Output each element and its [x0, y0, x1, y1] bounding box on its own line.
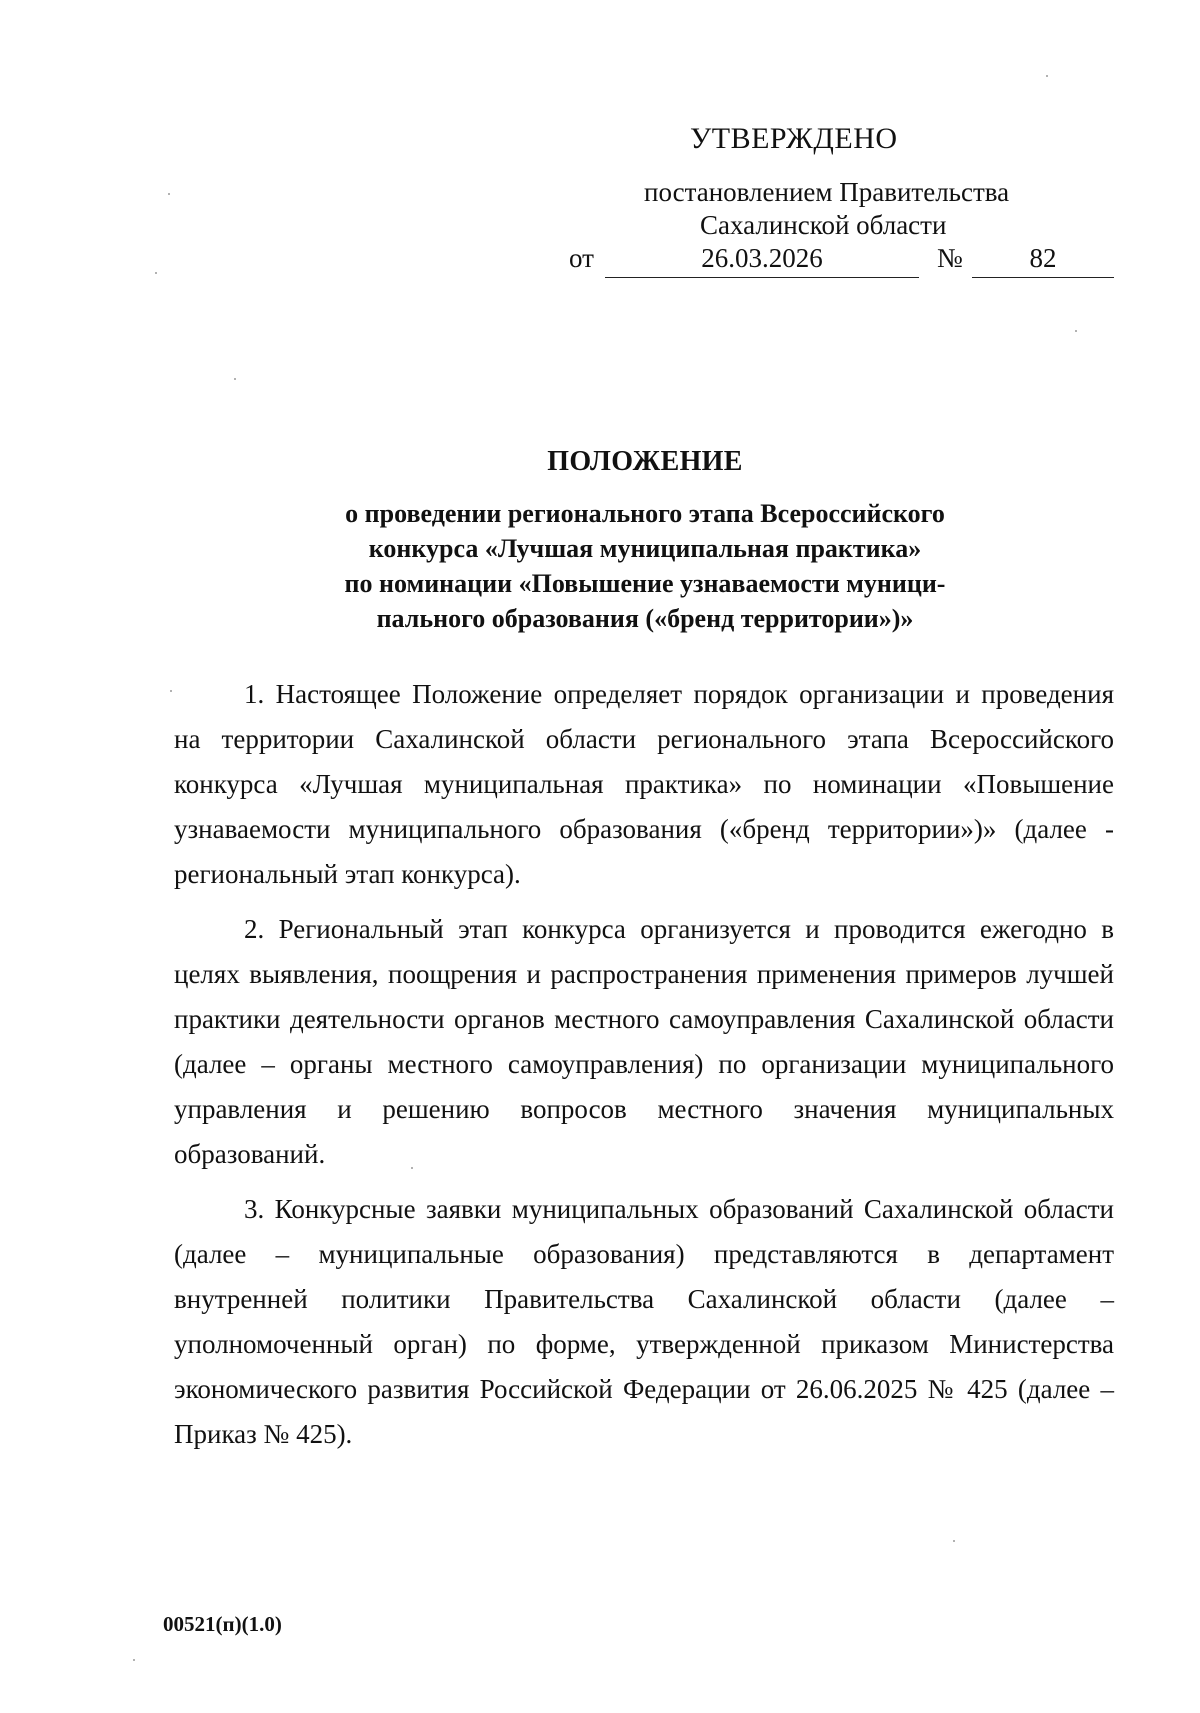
subtitle-line: пального образования («бренд территории»)»: [376, 604, 914, 633]
paragraph-3: 3. Конкурсные заявки муниципальных образований Сахалинской области (далее – муниципальные образования) представляются в департамент внутренней политики Правительства Сахалинской области (далее – уполномоченный орган) по форме, утвержденной приказом Министерства экономического развития Российской Федерации от 26.06.2025 № 425 (далее – Приказ № 425).: [174, 1194, 1114, 1449]
paragraph-2: 2. Региональный этап конкурса организуется и проводится ежегодно в целях выявления, поощрения и распространения применения примеров лучшей практики деятельности органов местного самоуправления Сахалинской области (далее – органы местного самоуправления) по организации муниципального управления и решению вопросов местного значения муниципальных образований.: [174, 914, 1114, 1169]
form-code: 00521(п)(1.0): [163, 1612, 282, 1636]
scan-speck: [411, 1167, 413, 1169]
date-prefix: от: [569, 243, 594, 273]
number-sign: №: [937, 243, 963, 273]
scan-speck: [168, 193, 170, 195]
approval-date: 26.03.2026: [605, 243, 919, 278]
approval-heading: УТВЕРЖДЕНО: [690, 122, 898, 155]
subtitle-line: о проведении регионального этапа Всероссийского: [345, 499, 945, 528]
scan-speck: [1075, 330, 1077, 332]
scan-speck: [170, 690, 172, 692]
approval-line-2: Сахалинской области: [700, 210, 947, 240]
document-title: ПОЛОЖЕНИЕ: [547, 446, 743, 477]
paragraph-1: 1. Настоящее Положение определяет порядок организации и проведения на территории Сахалинской области регионального этапа Всероссийского конкурса «Лучшая муниципальная практика» по номинации «Повышение узнаваемости муниципального образования («бренд территории»)» (далее - региональный этап конкурса).: [174, 679, 1114, 889]
approval-line-1: постановлением Правительства: [644, 177, 1010, 207]
document-subtitle: [300, 496, 990, 636]
approval-date-row: [569, 243, 1114, 279]
approval-number: 82: [972, 243, 1114, 278]
scan-speck: [155, 272, 157, 274]
scan-speck: [953, 1540, 955, 1542]
scan-speck: [133, 1659, 135, 1661]
scan-speck: [1046, 75, 1048, 77]
subtitle-line: конкурса «Лучшая муниципальная практика»: [368, 534, 922, 563]
scan-speck: [234, 378, 236, 380]
document-body: [174, 672, 1114, 1467]
subtitle-line: по номинации «Повышение узнаваемости муници-: [344, 569, 946, 598]
